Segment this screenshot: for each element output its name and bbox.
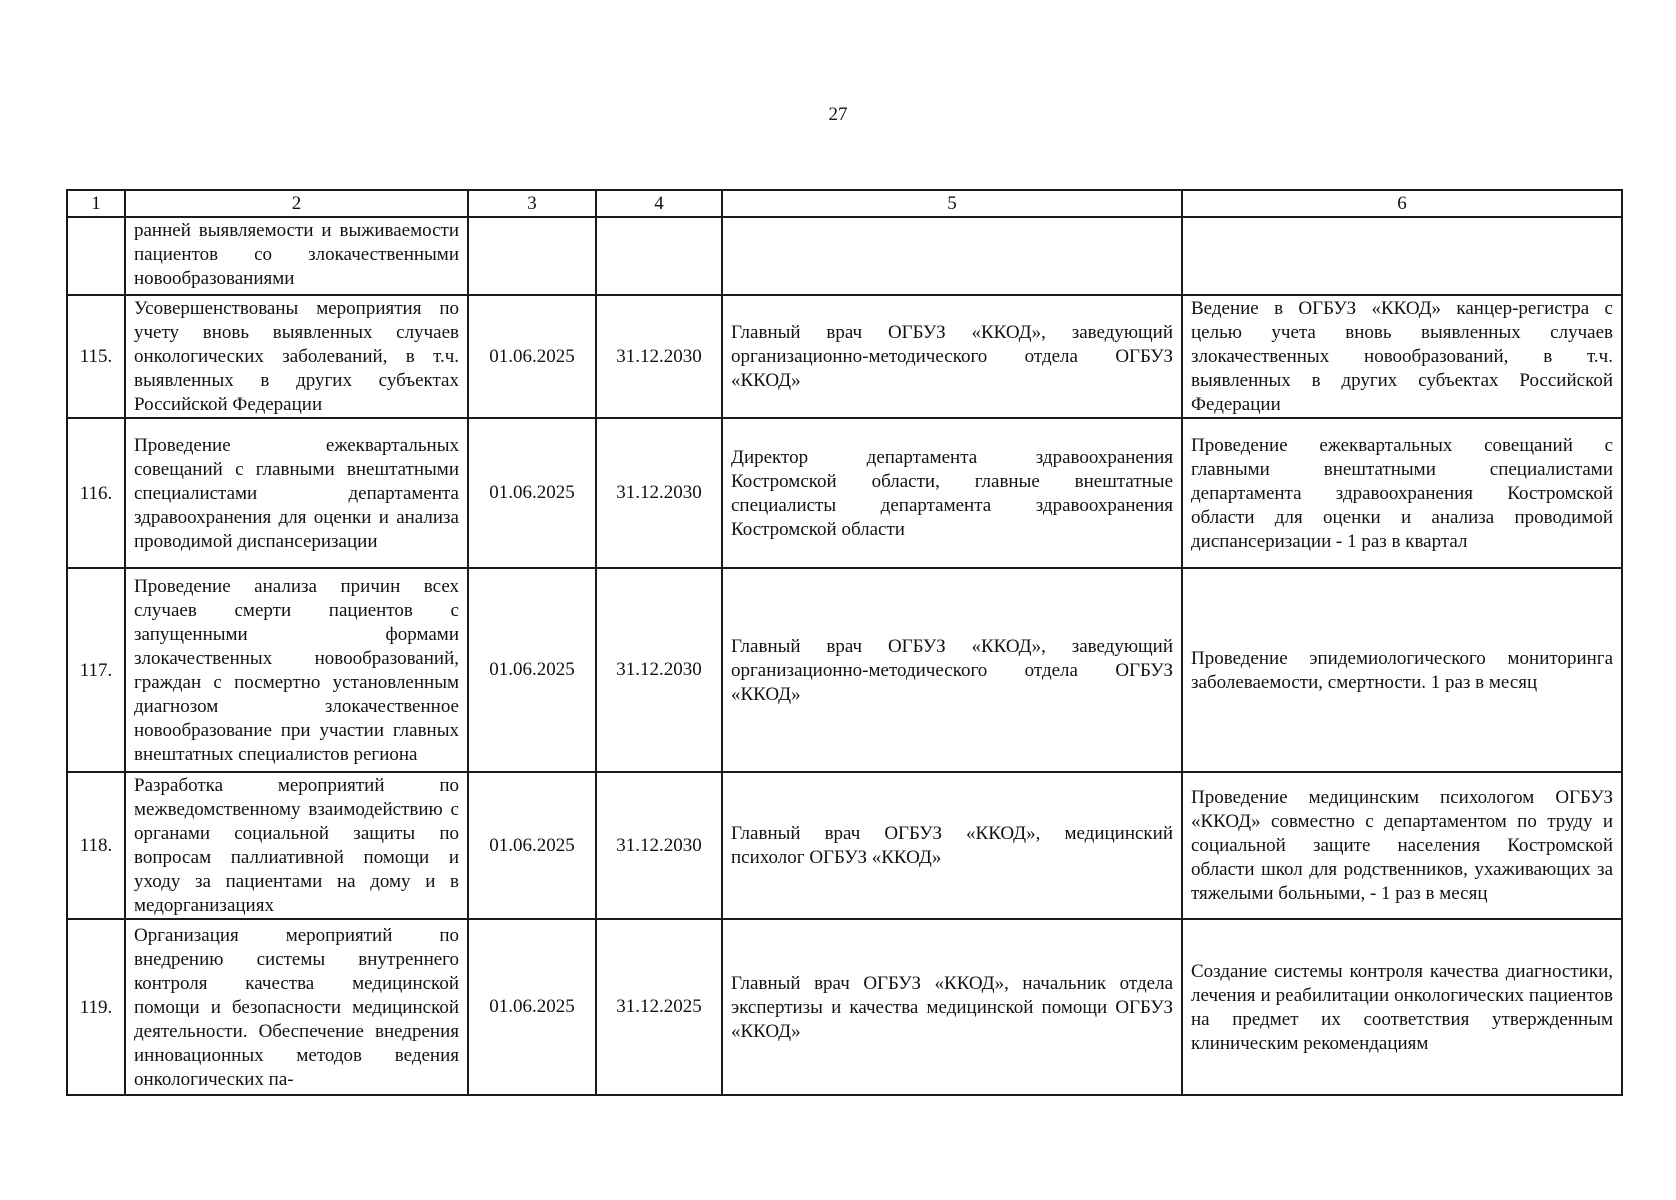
- end-date-cell: 31.12.2025: [596, 919, 722, 1095]
- row-number: 117.: [67, 568, 125, 772]
- end-date-cell: 31.12.2030: [596, 568, 722, 772]
- responsible-cell: Главный врач ОГБУЗ «ККОД», заведующий организационно-методического отдела ОГБУЗ «ККОД»: [722, 295, 1182, 418]
- responsible-cell: Главный врач ОГБУЗ «ККОД», начальник отдела экспертизы и качества медицинской помощи ОГБУЗ «ККОД»: [722, 919, 1182, 1095]
- plan-table: [66, 189, 1623, 1096]
- result-cell: Проведение ежеквартальных совещаний с главными внештатными специалистами департамента здравоохранения Костромской области для оценки и анализа проводимой диспансеризации - 1 раз в квартал: [1182, 418, 1622, 568]
- result-cell: Проведение эпидемиологического мониторинга заболеваемости, смертности. 1 раз в месяц: [1182, 568, 1622, 772]
- result-cell: [1182, 217, 1622, 295]
- result-cell: Создание системы контроля качества диагностики, лечения и реабилитации онкологических пациентов на предмет их соответствия утвержденным клиническим рекомендациям: [1182, 919, 1622, 1095]
- event-cell: Разработка мероприятий по межведомственному взаимодействию с органами социальной защиты по вопросам паллиативной помощи и уходу за пациентами на дому и в медорганизациях: [125, 772, 468, 919]
- responsible-cell: Главный врач ОГБУЗ «ККОД», заведующий организационно-методического отдела ОГБУЗ «ККОД»: [722, 568, 1182, 772]
- header-cell-6: 6: [1182, 190, 1622, 217]
- result-cell: Проведение медицинским психологом ОГБУЗ «ККОД» совместно с департаментом по труду и социальной защите населения Костромской области школ для родственников, ухаживающих за тяжелыми больными, - 1 раз в месяц: [1182, 772, 1622, 919]
- row-number: 118.: [67, 772, 125, 919]
- event-cell: Организация мероприятий по внедрению системы внутреннего контроля качества медицинской помощи и безопасности медицинской деятельности. Обеспечение внедрения инновационных методов ведения онкологических па-: [125, 919, 468, 1095]
- event-cell: ранней выявляемости и выживаемости пациентов со злокачественными новообразованиями: [125, 217, 468, 295]
- table-row: [67, 919, 1622, 1095]
- end-date-cell: [596, 217, 722, 295]
- event-cell: Проведение анализа причин всех случаев смерти пациентов с запущенными формами злокачественных новообразований, граждан с посмертно установленным диагнозом злокачественное новообразование при участии главных внештатных специалистов региона: [125, 568, 468, 772]
- table-row: [67, 568, 1622, 772]
- table-row-continuation: [67, 217, 1622, 295]
- header-cell-5: 5: [722, 190, 1182, 217]
- start-date-cell: 01.06.2025: [468, 772, 596, 919]
- end-date-cell: 31.12.2030: [596, 772, 722, 919]
- start-date-cell: [468, 217, 596, 295]
- responsible-cell: [722, 217, 1182, 295]
- page-number: 27: [828, 104, 848, 125]
- row-number: 119.: [67, 919, 125, 1095]
- start-date-cell: 01.06.2025: [468, 295, 596, 418]
- header-cell-4: 4: [596, 190, 722, 217]
- table-header-row: [67, 190, 1622, 217]
- row-number: 115.: [67, 295, 125, 418]
- row-number: 116.: [67, 418, 125, 568]
- responsible-cell: Главный врач ОГБУЗ «ККОД», медицинский психолог ОГБУЗ «ККОД»: [722, 772, 1182, 919]
- row-number: [67, 217, 125, 295]
- table-row: [67, 418, 1622, 568]
- table-row: [67, 772, 1622, 919]
- responsible-cell: Директор департамента здравоохранения Костромской области, главные внештатные специалисты департамента здравоохранения Костромской области: [722, 418, 1182, 568]
- end-date-cell: 31.12.2030: [596, 295, 722, 418]
- start-date-cell: 01.06.2025: [468, 418, 596, 568]
- header-cell-1: 1: [67, 190, 125, 217]
- event-cell: Усовершенствованы мероприятия по учету вновь выявленных случаев онкологических заболеваний, в т.ч. выявленных в других субъектах Российской Федерации: [125, 295, 468, 418]
- header-cell-3: 3: [468, 190, 596, 217]
- end-date-cell: 31.12.2030: [596, 418, 722, 568]
- table-row: [67, 295, 1622, 418]
- event-cell: Проведение ежеквартальных совещаний с главными внештатными специалистами департамента здравоохранения для оценки и анализа проводимой диспансеризации: [125, 418, 468, 568]
- header-cell-2: 2: [125, 190, 468, 217]
- start-date-cell: 01.06.2025: [468, 919, 596, 1095]
- start-date-cell: 01.06.2025: [468, 568, 596, 772]
- result-cell: Ведение в ОГБУЗ «ККОД» канцер-регистра с целью учета вновь выявленных случаев злокачественных новообразований, в т.ч. выявленных в других субъектах Российской Федерации: [1182, 295, 1622, 418]
